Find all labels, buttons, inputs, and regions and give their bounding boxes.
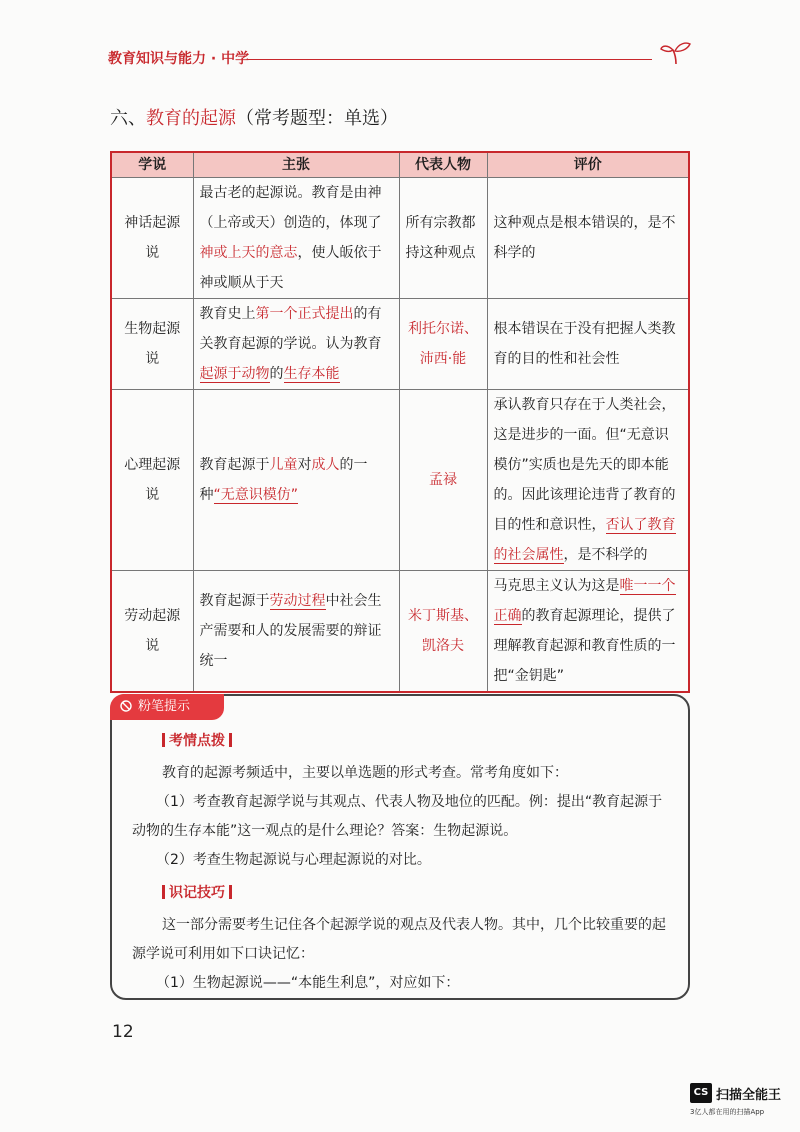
header-title: 教育知识与能力 · 中学 [108,51,250,67]
cs-logo-icon: CS [690,1083,712,1103]
heading-bar [162,885,165,899]
table-row [111,390,689,571]
theory-claim: 教育史上第一个正式提出的有关教育起源的学说。认为教育起源于动物的生存本能 [193,299,399,390]
theory-evaluation: 根本错误在于没有把握人类教育的目的性和社会性 [487,299,689,390]
tips-paragraph: 源学说可利用如下口诀记忆： [132,946,314,962]
section-heading: 教育的起源 [146,108,236,129]
theory-person: 所有宗教都持这种观点 [399,178,487,299]
theory-name: 生物起源说 [111,299,193,390]
heading-bar [229,733,232,747]
table-row [111,299,689,390]
theory-person: 米丁斯基、凯洛夫 [399,571,487,693]
watermark-name: 扫描全能王 [716,1088,782,1103]
tips-box [110,694,690,1000]
page-header [108,46,688,72]
tips-tab [110,694,224,720]
page-number: 12 [112,1022,134,1042]
col-header-evaluation: 评价 [487,152,689,178]
tips-paragraph: 动物的生存本能”这一观点的是什么理论？答案：生物起源说。 [132,823,518,839]
tips-tab-label: 粉笔提示 [138,699,191,714]
tips-paragraph: （1）生物起源说——“本能生利息”，对应如下： [156,975,460,991]
tips-paragraph: 教育的起源考频适中，主要以单选题的形式考查。常考角度如下： [162,765,568,781]
col-header-theory: 学说 [111,152,193,178]
exam-hint-heading: 考情点拨 [162,730,232,750]
theory-person: 孟禄 [399,390,487,571]
table-row [111,571,689,693]
theory-name: 劳动起源说 [111,571,193,693]
col-header-person: 代表人物 [399,152,487,178]
theory-evaluation: 这种观点是根本错误的，是不科学的 [487,178,689,299]
no-sign-icon [120,700,132,712]
origin-theories-table [110,151,690,693]
theory-person: 利托尔诺、沛西·能 [399,299,487,390]
table-row [111,178,689,299]
watermark-slogan: 3亿人都在用的扫描App [690,1108,765,1116]
theory-name: 神话起源说 [111,178,193,299]
col-header-claim: 主张 [193,152,399,178]
section-note: （常考题型：单选） [236,108,398,129]
theory-evaluation: 承认教育只存在于人类社会，这是进步的一面。但“无意识模仿”实质也是先天的即本能的。因此该理论违背了教育的目的性和意识性，否认了教育的社会属性，是不科学的 [487,390,689,571]
header-divider [248,59,652,60]
heading-bar [229,885,232,899]
theory-claim: 教育起源于劳动过程中社会生产需要和人的发展需要的辩证统一 [193,571,399,693]
theory-claim: 最古老的起源说。教育是由神（上帝或天）创造的，体现了神或上天的意志，使人皈依于神或顺从于天 [193,178,399,299]
theory-claim: 教育起源于儿童对成人的一种“无意识模仿” [193,390,399,571]
tips-paragraph: （1）考查教育起源学说与其观点、代表人物及地位的匹配。例：提出“教育起源于 [156,794,663,810]
memory-tip-heading: 识记技巧 [162,882,232,902]
tips-paragraph: 这一部分需要考生记住各个起源学说的观点及代表人物。其中，几个比较重要的起 [162,917,666,933]
section-title [110,104,398,130]
heading-bar [162,733,165,747]
theory-evaluation: 马克思主义认为这是唯一一个正确的教育起源理论，提供了理解教育起源和教育性质的一把“金钥匙” [487,571,689,693]
scanner-watermark [690,1083,790,1123]
sprout-icon [659,40,693,66]
table-header-row [111,152,689,178]
section-prefix: 六、 [110,108,146,129]
theory-name: 心理起源说 [111,390,193,571]
tips-paragraph: （2）考查生物起源说与心理起源说的对比。 [156,852,431,868]
